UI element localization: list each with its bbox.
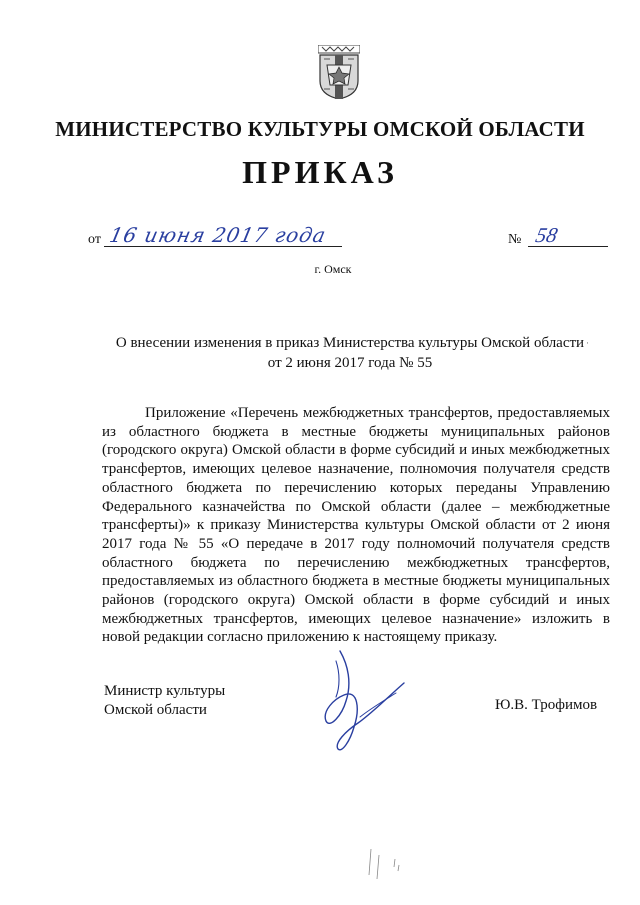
city-label: г. Омск bbox=[314, 262, 352, 276]
signatory-position bbox=[104, 682, 225, 720]
coat-of-arms-icon bbox=[318, 45, 360, 99]
document-type-title: ПРИКАЗ bbox=[242, 154, 398, 190]
handwritten-signature-icon bbox=[300, 643, 430, 763]
number-sign-label: № bbox=[508, 232, 522, 247]
handwritten-date: 16 июня 2017 года bbox=[107, 223, 329, 247]
signatory-name: Ю.В. Трофимов bbox=[495, 697, 598, 713]
scan-artifact-marks bbox=[365, 845, 425, 885]
order-subject bbox=[95, 333, 605, 373]
position-line-1: Министр культуры bbox=[104, 683, 226, 699]
order-body-paragraph: Приложение «Перечень межбюджетных трансфертов, предоставляемых из областного бюджета в местные бюджеты муниципальных районов (городского округа) Омской области в форме субсидий и иных межбюджетных трансфертов, имеющих целевое назначение, полномочия получателя средств областного бюджета по перечислению которых переданы Управлению Федерального казначейства по Омской области (далее – межбюджетные трансферты)» к приказу Министерства культуры Омской области от 2 июня 2017 года № 55 «О передаче в 2017 году полномочий получателя средств областного бюджета по перечислению межбюджетных трансфертов, предоставляемых из областного бюджета в местные бюджеты муниципальных районов (городского округа) Омской области в форме субсидий и иных межбюджетных трансфертов, имеющих целевое назначение» изложить в новой редакции согласно приложению к настоящему приказу. bbox=[102, 405, 610, 646]
position-line-2: Омской области bbox=[104, 702, 207, 718]
subject-line-1: О внесении изменения в приказ Министерства культуры Омской области bbox=[115, 335, 585, 351]
margin-mark: · bbox=[586, 338, 589, 348]
handwritten-number: 58 bbox=[533, 223, 560, 247]
ministry-title: МИНИСТЕРСТВО КУЛЬТУРЫ ОМСКОЙ ОБЛАСТИ bbox=[55, 117, 585, 141]
date-prefix-label: от bbox=[88, 232, 101, 247]
date-number-row bbox=[88, 225, 608, 255]
subject-line-2: от 2 июня 2017 года № 55 bbox=[267, 355, 433, 371]
